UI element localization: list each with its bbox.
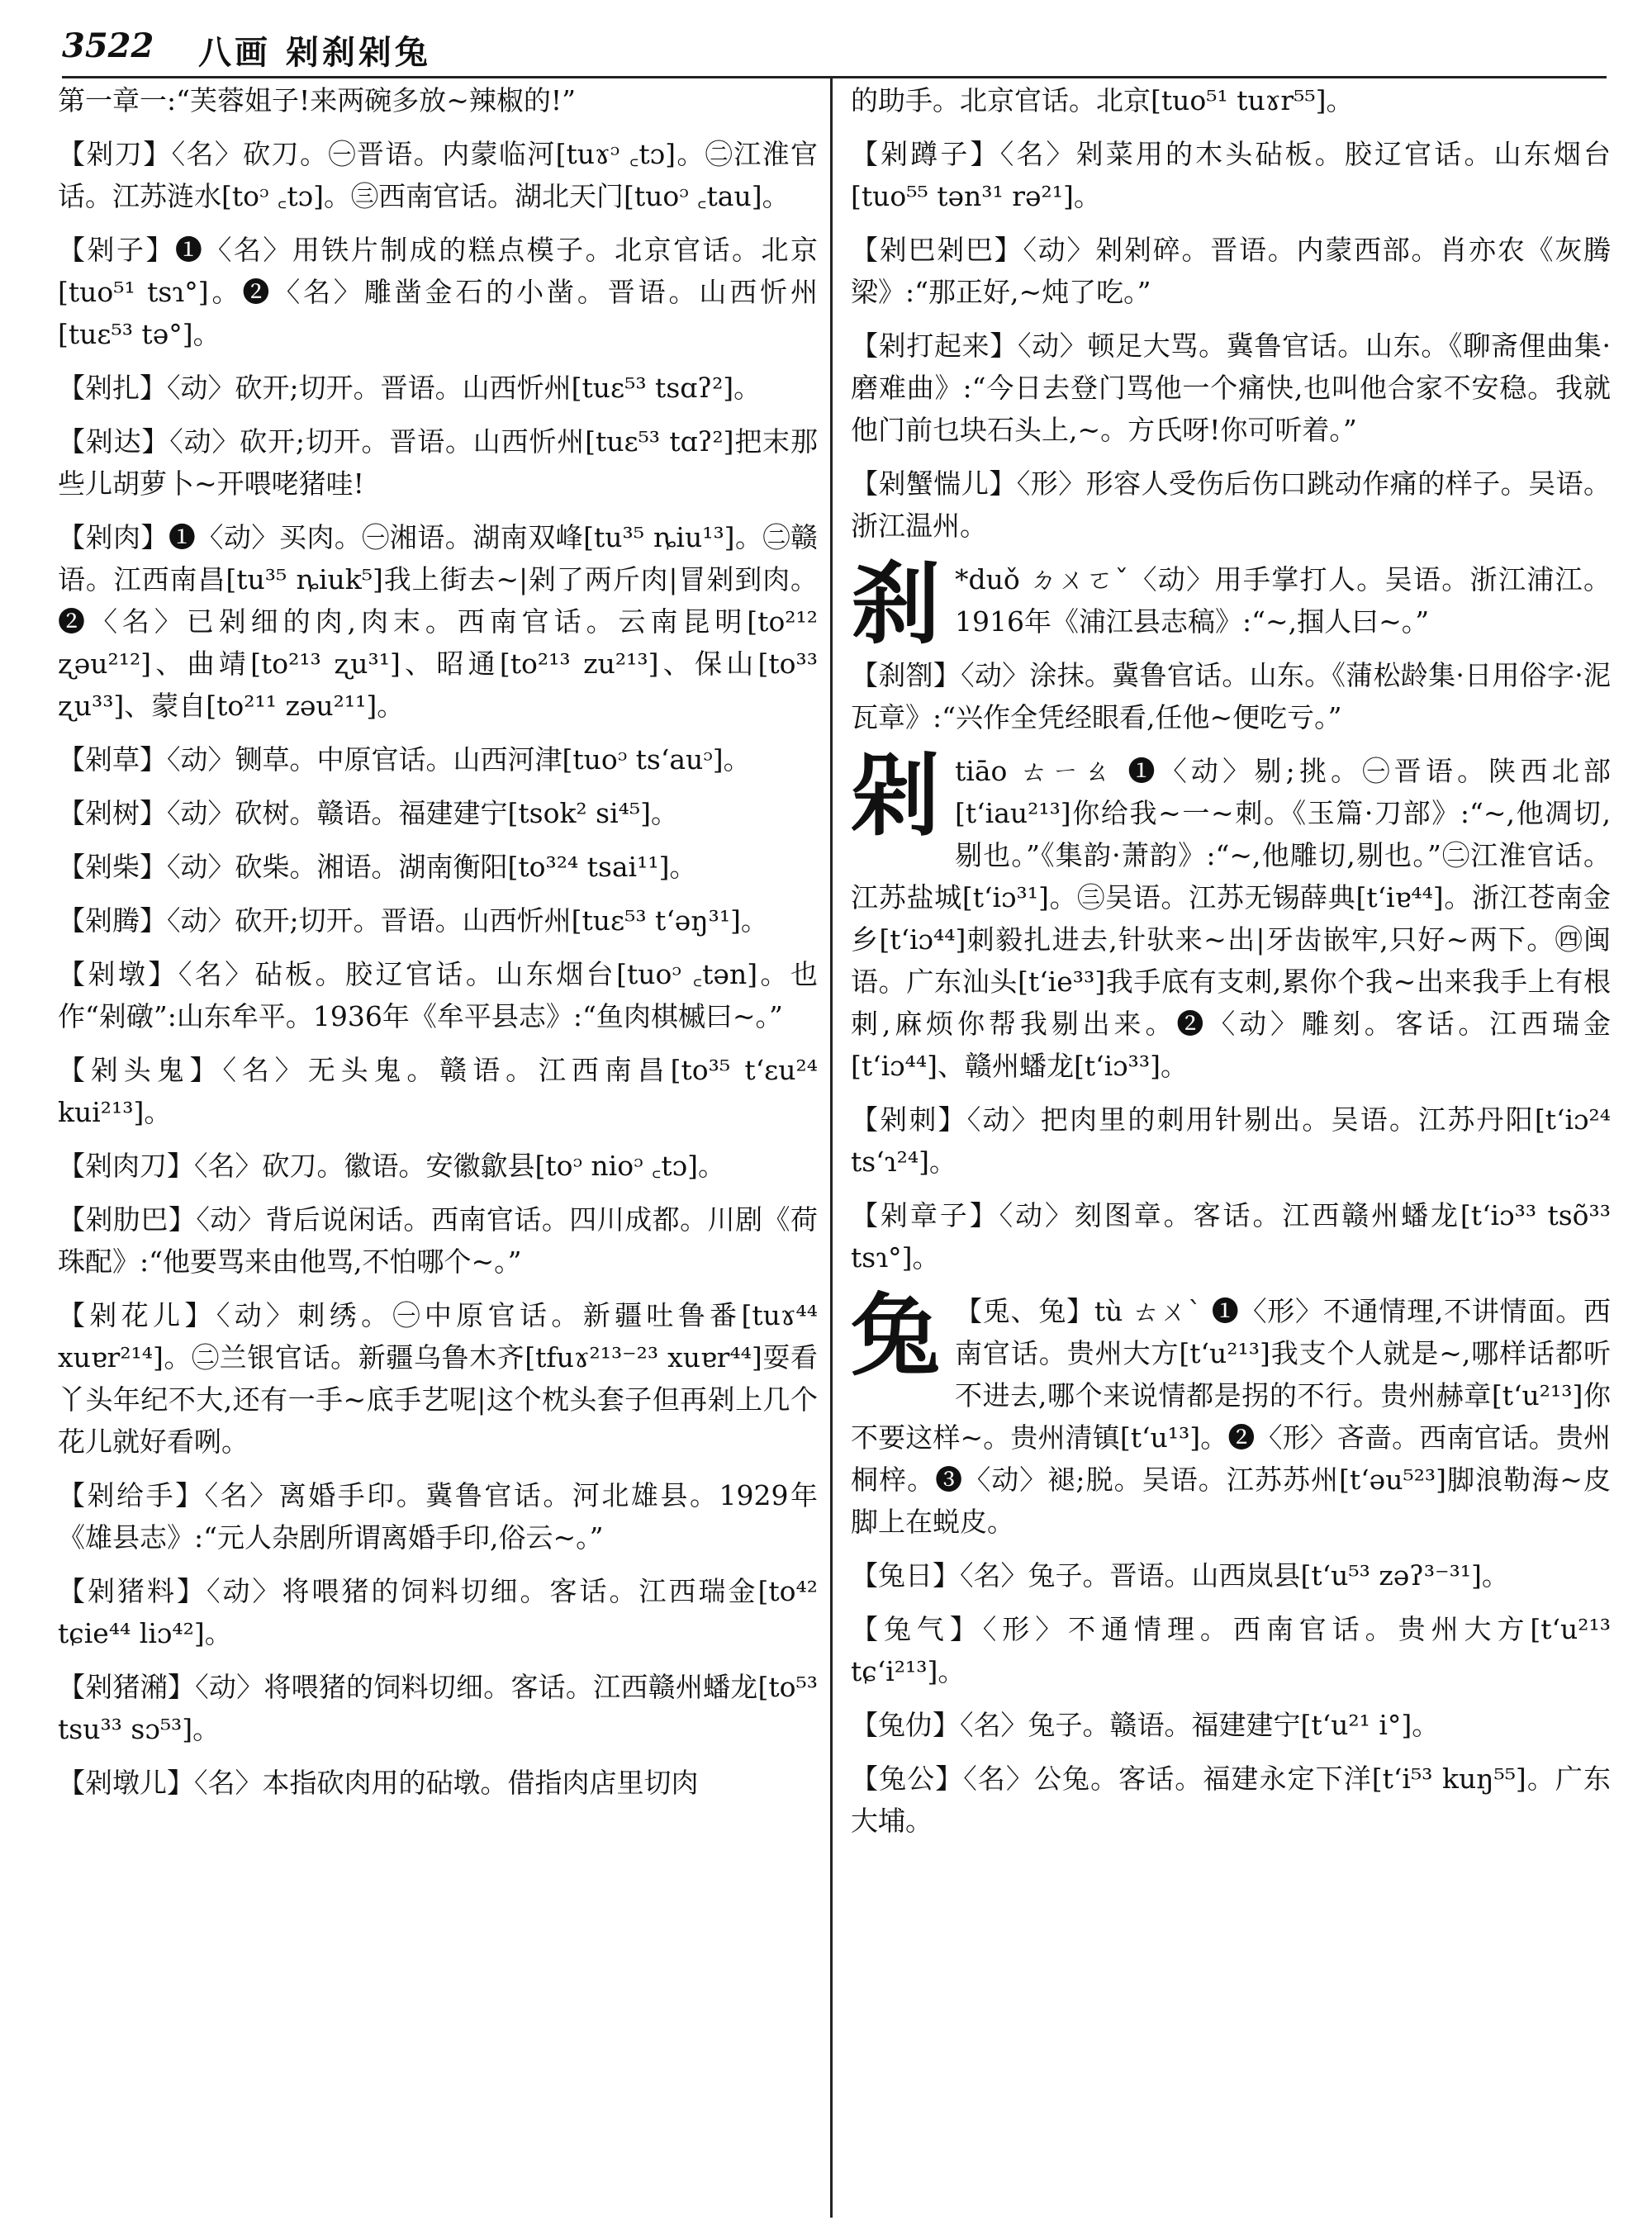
entry-text: 【刹劄】〈动〉涂抹。冀鲁官话。山东。《蒲松龄集·日用俗字·泥瓦章》:“兴作全凭经眼看,任他~便吃亏。” <box>851 659 1611 733</box>
entry-text: tiāo ㄊㄧㄠ ❶〈动〉剔;挑。㊀晋语。陕西北部[tʻiau²¹³]你给我~一~刺。《玉篇·刀部》:“~,他凋切,剔也。”《集韵·萧韵》:“~,他雕切,剔也。”㊁江淮官话。江苏盐城[tʻiɔ³¹]。㊂吴语。江苏无锡薛典[tʻiɐ⁴⁴]。浙江苍南金乡[tʻiɔ⁴⁴]刺毅扎进去,针驮来~出|牙齿嵌牢,只好~两下。㊃闽语。广东汕头[tʻie³³]我手底有支刺,累你个我~出来我手上有根刺,麻烦你帮我剔出来。❷〈动〉雕刻。客话。江西瑞金[tʻiɔ⁴⁴]、赣州蟠龙[tʻiɔ³³]。 <box>851 755 1611 1082</box>
entry-text: 【剁头鬼】〈名〉无头鬼。赣语。江西南昌[to³⁵ tʻɛu²⁴ kui²¹³]。 <box>58 1054 818 1128</box>
dictionary-entry <box>58 1570 818 1654</box>
dictionary-entry <box>58 1666 818 1750</box>
page-title: 八画 剁刹剁兔 <box>198 33 431 72</box>
entry-text: 【剁草】〈动〉铡草。中原官话。山西河津[tuoᵓ tsʻauᵓ]。 <box>58 743 751 776</box>
dictionary-entry <box>851 654 1611 738</box>
dictionary-entry <box>851 1194 1611 1279</box>
entry-text: 【兎、兔】tù ㄊㄨˋ ❶〈形〉不通情理,不讲情面。西南官话。贵州大方[tʻu²¹³]我支个人就是~,哪样话都听不进去,哪个来说情都是拐的不行。贵州赫章[tʻu²¹³]你不要这样~。贵州清镇[tʻu¹³]。❷〈形〉吝啬。西南官话。贵州桐梓。❸〈动〉褪;脱。吴语。江苏苏州[tʻəu⁵²³]脚浪勒海~皮脚上在蜕皮。 <box>851 1295 1611 1538</box>
dictionary-entry <box>58 1474 818 1559</box>
dictionary-entry <box>58 133 818 217</box>
dictionary-entry <box>851 463 1611 547</box>
dictionary-entry <box>58 792 818 834</box>
dictionary-entry <box>851 1098 1611 1183</box>
entry-text: 【兔公】〈名〉公兔。客话。福建永定下洋[tʻi⁵³ kuŋ⁵⁵]。广东大埔。 <box>851 1763 1611 1837</box>
entry-text: 【剁巴剁巴】〈动〉剁剁碎。晋语。内蒙西部。肖亦农《灰腾梁》:“那正好,~炖了吃。” <box>851 234 1611 308</box>
dictionary-entry <box>58 420 818 505</box>
entry-text: 【剁墩儿】〈名〉本指砍肉用的砧墩。借指肉店里切肉 <box>58 1767 699 1799</box>
entry-text: 【剁肋巴】〈动〉背后说闲话。西南官话。四川成都。川剧《荷珠配》:“他要骂来由他骂,不怕哪个~。” <box>58 1203 818 1278</box>
entry-text: 【剁墩】〈名〉砧板。胶辽官话。山东烟台[tuoᵓ ꜀tən]。也作“剁礅”:山东牟平。1936年《牟平县志》:“鱼肉棋槭曰~。” <box>58 958 818 1032</box>
dictionary-entry <box>851 325 1611 451</box>
entry-text: 【剁柴】〈动〉砍柴。湘语。湖南衡阳[to³²⁴ tsai¹¹]。 <box>58 851 697 883</box>
dictionary-entry <box>58 1294 818 1463</box>
head-character: 兔 <box>851 1284 941 1388</box>
entry-text: 【剁打起来】〈动〉顿足大骂。冀鲁官话。山东。《聊斋俚曲集·磨难曲》:“今日去登门骂他一个痛快,也叫他合家不安稳。我就他门前乜块石头上,~。方氏呀!你可听着。” <box>851 330 1611 446</box>
dictionary-entry <box>58 367 818 409</box>
entry-text: 【剁蟹惴儿】〈形〉形容人受伤后伤口跳动作痛的样子。吴语。浙江温州。 <box>851 467 1611 542</box>
page-number: 3522 <box>62 26 154 65</box>
head-character: 剁 <box>851 744 941 848</box>
dictionary-entry <box>851 744 1611 1087</box>
entry-text: 【剁刀】〈名〉砍刀。㊀晋语。内蒙临河[tuɤᵓ ꜀tɔ]。㊁江淮官话。江苏涟水[toᵓ ꜀tɔ]。㊂西南官话。湖北天门[tuoᵓ ꜀tau]。 <box>58 138 818 212</box>
dictionary-entry <box>58 738 818 780</box>
dictionary-entry <box>58 1049 818 1133</box>
entry-text: 【剁达】〈动〉砍开;切开。晋语。山西忻州[tuɛ⁵³ tɑʔ²]把末那些儿胡萝卜~开喂咾猪哇! <box>58 425 818 500</box>
entry-text: 【剁树】〈动〉砍树。赣语。福建建宁[tsok² si⁴⁵]。 <box>58 797 678 829</box>
dictionary-entry <box>851 1704 1611 1746</box>
page-header <box>62 18 1607 78</box>
dictionary-entry <box>58 846 818 888</box>
entry-text: 【剁给手】〈名〉离婚手印。冀鲁官话。河北雄县。1929年《雄县志》:“元人杂剧所谓离婚手印,俗云~。” <box>58 1479 818 1554</box>
dictionary-entry <box>58 1762 818 1804</box>
entry-text: 【剁腾】〈动〉砍开;切开。晋语。山西忻州[tuɛ⁵³ tʻəŋ³¹]。 <box>58 904 768 937</box>
entry-text: *duǒ ㄉㄨㄛˇ〈动〉用手掌打人。吴语。浙江浦江。1916年《浦江县志稿》:“~,掴人曰~。” <box>955 563 1611 638</box>
dictionary-entry <box>851 1554 1611 1597</box>
dictionary-entry <box>851 229 1611 313</box>
left-column <box>58 79 818 1815</box>
entry-text: 【剁刺】〈动〉把肉里的刺用针剔出。吴语。江苏丹阳[tʻiɔ²⁴ tsʻɿ²⁴]。 <box>851 1103 1611 1178</box>
dictionary-entry <box>851 1608 1611 1692</box>
dictionary-entry <box>58 516 818 727</box>
entry-text: 【兔仂】〈名〉兔子。赣语。福建建宁[tʻu²¹ i°]。 <box>851 1709 1440 1741</box>
dictionary-entry <box>58 229 818 355</box>
entry-text: 的助手。北京官话。北京[tuo⁵¹ tuɤr⁵⁵]。 <box>851 84 1354 116</box>
dictionary-entry <box>851 1758 1611 1842</box>
entry-text: 【兔气】〈形〉不通情理。西南官话。贵州大方[tʻu²¹³ tɕʻi²¹³]。 <box>851 1613 1611 1687</box>
head-character: 刹 <box>851 553 941 657</box>
entry-text: 【剁肉】❶〈动〉买肉。㊀湘语。湖南双峰[tu³⁵ ȵiu¹³]。㊁赣语。江西南昌[tu³⁵ ȵiuk⁵]我上街去~|剁了两斤肉|冒剁到肉。❷〈名〉已剁细的肉,肉末。西南官话。云南昆明[to²¹² ʐəu²¹²]、曲靖[to²¹³ ʐu³¹]、昭通[to²¹³ zu²¹³]、保山[to³³ ʐu³³]、蒙自[to²¹¹ zəu²¹¹]。 <box>58 521 818 722</box>
dictionary-entry <box>851 1284 1611 1543</box>
dictionary-entry <box>58 79 818 121</box>
entry-text: 【剁花儿】〈动〉刺绣。㊀中原官话。新疆吐鲁番[tuɤ⁴⁴ xuɐr²¹⁴]。㊁兰银官话。新疆乌鲁木齐[tfuɤ²¹³⁻²³ xuɐr⁴⁴]耍看丫头年纪不大,还有一手~底手艺呢|这个枕头套子但再剁上几个花儿就好看咧。 <box>58 1299 818 1458</box>
entry-text: 【剁肉刀】〈名〉砍刀。徽语。安徽歙县[toᵓ nioᵓ ꜀tɔ]。 <box>58 1150 726 1182</box>
entry-text: 【兔日】〈名〉兔子。晋语。山西岚县[tʻu⁵³ zəʔ³⁻³¹]。 <box>851 1559 1509 1592</box>
entry-text: 【剁猪料】〈动〉将喂猪的饲料切细。客话。江西瑞金[to⁴² tɕie⁴⁴ liɔ⁴²]。 <box>58 1575 818 1649</box>
entry-text: 【剁章子】〈动〉刻图章。客话。江西赣州蟠龙[tʻiɔ³³ tsõ³³ tsɿ°]。 <box>851 1199 1611 1274</box>
dictionary-entry <box>851 133 1611 217</box>
dictionary-entry <box>58 953 818 1037</box>
entry-text: 【剁蹲子】〈名〉剁菜用的木头砧板。胶辽官话。山东烟台[tuo⁵⁵ tən³¹ rə²¹]。 <box>851 138 1611 212</box>
dictionary-entry <box>58 1145 818 1187</box>
column-divider <box>830 78 833 2218</box>
dictionary-entry <box>851 79 1611 121</box>
entry-text: 【剁扎】〈动〉砍开;切开。晋语。山西忻州[tuɛ⁵³ tsɑʔ²]。 <box>58 372 762 404</box>
dictionary-entry <box>58 1198 818 1283</box>
dictionary-entry <box>58 899 818 942</box>
entry-text: 【剁子】❶〈名〉用铁片制成的糕点模子。北京官话。北京[tuo⁵¹ tsɿ°]。❷〈名〉雕凿金石的小凿。晋语。山西忻州[tuɛ⁵³ tə°]。 <box>58 234 818 350</box>
dictionary-entry <box>851 553 1611 657</box>
right-column <box>851 79 1611 1853</box>
entry-text: 【剁猪潲】〈动〉将喂猪的饲料切细。客话。江西赣州蟠龙[to⁵³ tsu³³ sɔ⁵³]。 <box>58 1671 818 1745</box>
entry-text: 第一章一:“芙蓉姐子!来两碗多放~辣椒的!” <box>58 84 577 116</box>
